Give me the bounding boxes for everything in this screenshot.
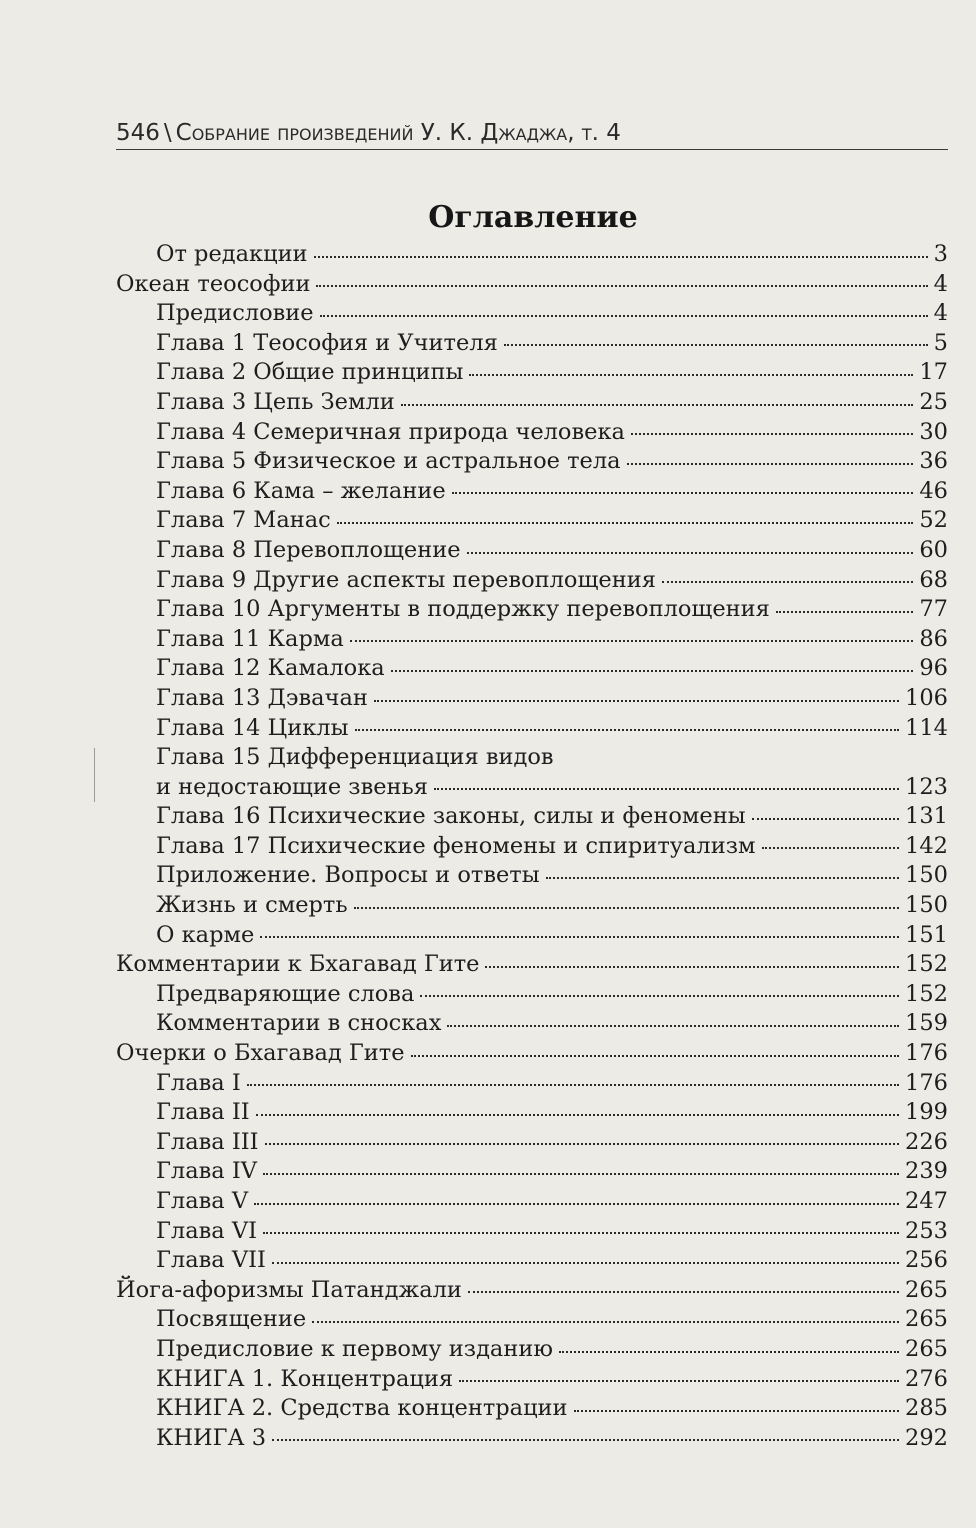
toc-entry-page: 265 [905, 1306, 948, 1333]
toc-entry-title: Глава 13 Дэвачан [156, 684, 368, 711]
toc-entry-title: Жизнь и смерть [156, 892, 348, 919]
toc-entry [116, 832, 948, 862]
toc-entry [116, 1217, 948, 1247]
toc-entry [116, 1128, 948, 1158]
toc-entry [116, 684, 948, 714]
toc-entry [116, 1187, 948, 1217]
running-head-text: Собрание произведений У. К. Джаджа, т. 4 [175, 120, 621, 146]
toc-entry [116, 595, 948, 625]
toc-entry-page: 46 [919, 477, 948, 504]
toc-entry-title: Глава II [156, 1099, 250, 1126]
toc-entry-title: Предисловие [156, 300, 314, 327]
toc-entry [116, 1246, 948, 1276]
dot-leader [374, 700, 899, 702]
dot-leader [337, 522, 914, 524]
toc-entry-title: Глава 15 Дифференциация видов [156, 744, 554, 771]
margin-pencil-mark [94, 748, 95, 802]
toc-entry-page: 86 [919, 625, 948, 652]
toc-entry [116, 654, 948, 684]
dot-leader [631, 433, 913, 435]
toc-entry-page: 239 [905, 1158, 948, 1185]
toc-entry [116, 1365, 948, 1395]
toc-entry [116, 566, 948, 596]
toc-entry-page: 131 [905, 803, 948, 830]
toc-entry-title: Предисловие к первому изданию [156, 1335, 553, 1362]
toc-entry-title: КНИГА 2. Средства концентрации [156, 1395, 568, 1422]
toc-entry-page: 96 [919, 655, 948, 682]
dot-leader [447, 1025, 899, 1027]
toc-entry [116, 773, 948, 803]
dot-leader [316, 285, 927, 287]
toc-entry-page: 30 [919, 418, 948, 445]
toc-entry [116, 477, 948, 507]
page-title: Оглавление [428, 200, 638, 235]
toc-entry-page: 176 [905, 1040, 948, 1067]
header-rule [116, 149, 948, 150]
toc-entry-page: 4 [933, 300, 948, 327]
dot-leader [314, 256, 928, 258]
running-head-separator: \ [163, 120, 172, 146]
toc-entry [116, 1039, 948, 1069]
toc-entry-page: 247 [905, 1188, 948, 1214]
toc-entry [116, 1335, 948, 1365]
dot-leader [434, 788, 899, 790]
dot-leader [420, 995, 899, 997]
toc-entry-page: 106 [905, 684, 948, 711]
toc-entry-page: 142 [905, 832, 948, 859]
toc-entry-title: Глава 1 Теософия и Учителя [156, 329, 498, 356]
dot-leader [459, 1380, 899, 1382]
toc-entry-page: 253 [905, 1217, 948, 1244]
dot-leader [312, 1321, 899, 1323]
toc-entry-title: Глава 10 Аргументы в поддержку перевоплощения [156, 596, 770, 623]
dot-leader [320, 315, 928, 317]
toc-entry [116, 299, 948, 329]
dot-leader [776, 611, 914, 613]
toc-entry [116, 1009, 948, 1039]
toc-entry [116, 891, 948, 921]
toc-entry-page: 151 [905, 921, 948, 948]
toc-entry-page: 60 [919, 536, 948, 563]
toc-entry-page: 114 [905, 714, 948, 741]
toc-entry-title: Глава 2 Общие принципы [156, 359, 464, 386]
toc-entry-title: Йога-афоризмы Патанджали [116, 1276, 462, 1303]
toc-entry-page: 150 [905, 862, 948, 889]
toc-entry [116, 625, 948, 655]
toc-entry-page: 36 [919, 448, 948, 475]
toc-entry-page: 199 [905, 1099, 948, 1126]
dot-leader [272, 1262, 899, 1264]
toc-entry-title: Глава 9 Другие аспекты перевоплощения [156, 566, 656, 593]
toc-entry-title: Глава 16 Психические законы, силы и феномены [156, 803, 746, 830]
toc-entry [116, 1424, 948, 1454]
toc-entry-title: О карме [156, 921, 255, 948]
dot-leader [260, 936, 899, 938]
running-head [116, 116, 621, 150]
dot-leader [662, 581, 913, 583]
toc-entry-title: Глава 4 Семеричная природа человека [156, 418, 625, 445]
dot-leader [559, 1351, 899, 1353]
dot-leader [247, 1084, 899, 1086]
toc-entry-title: Глава 11 Карма [156, 625, 344, 652]
toc-entry-title: Комментарии в сносках [156, 1010, 442, 1037]
toc-entry [116, 714, 948, 744]
toc-entry-page: 292 [905, 1424, 948, 1451]
toc-entry-page: 123 [905, 773, 948, 800]
toc-entry-title: Приложение. Вопросы и ответы [156, 862, 540, 889]
toc-entry [116, 447, 948, 477]
toc-entry-title: Очерки о Бхагавад Гите [116, 1040, 405, 1067]
toc-entry [116, 861, 948, 891]
dot-leader [263, 1173, 899, 1175]
dot-leader [574, 1410, 899, 1412]
toc-entry-page: 150 [905, 892, 948, 919]
toc-entry-page: 68 [919, 566, 948, 593]
dot-leader [504, 344, 928, 346]
dot-leader [468, 1291, 899, 1293]
dot-leader [752, 818, 899, 820]
toc-entry-title: Глава IV [156, 1158, 257, 1185]
toc-entry [116, 358, 948, 388]
dot-leader [355, 729, 900, 731]
dot-leader [265, 1143, 900, 1145]
toc-entry-page: 152 [905, 980, 948, 1007]
toc-entry-page: 159 [905, 1010, 948, 1037]
toc-entry-page: 176 [905, 1069, 948, 1096]
toc-entry [116, 240, 948, 270]
toc-entry [116, 418, 948, 448]
toc-entry-page: 285 [905, 1395, 948, 1422]
dot-leader [452, 492, 914, 494]
dot-leader [354, 907, 899, 909]
dot-leader [469, 374, 913, 376]
toc-entry-page: 5 [933, 329, 948, 356]
dot-leader [546, 877, 899, 879]
page-number: 546 [116, 120, 160, 146]
toc-entry [116, 802, 948, 832]
toc-entry-page: 226 [905, 1128, 948, 1155]
toc-entry-title: КНИГА 3 [156, 1424, 267, 1451]
toc-entry [116, 1157, 948, 1187]
dot-leader [411, 1055, 900, 1057]
toc-entry [116, 1394, 948, 1424]
toc-entry-page: 4 [933, 270, 948, 297]
toc-entry-page: 77 [919, 596, 948, 623]
toc-entry-title: Глава 6 Кама – желание [156, 477, 446, 504]
toc-entry [116, 1069, 948, 1099]
toc-entry-title: Глава 7 Манас [156, 507, 331, 534]
toc-entry-title: Посвящение [156, 1306, 307, 1333]
toc-entry [116, 536, 948, 566]
toc-entry-title: Глава 14 Циклы [156, 714, 349, 741]
toc-entry-title: Комментарии к Бхагавад Гите [116, 951, 480, 978]
toc-entry-title: Глава V [156, 1188, 249, 1214]
dot-leader [401, 404, 914, 406]
toc-entry-title: и недостающие звенья [156, 773, 428, 800]
toc-entry-page: 52 [919, 507, 948, 534]
toc-entry [116, 329, 948, 359]
dot-leader [263, 1232, 899, 1234]
toc-entry-title: Предваряющие слова [156, 980, 415, 1007]
dot-leader [254, 1203, 899, 1205]
toc-entry-title: Океан теософии [116, 270, 311, 297]
toc-entry [116, 950, 948, 980]
toc-entry-title: Глава 17 Психические феномены и спиритуализм [156, 832, 756, 859]
toc-entry [116, 743, 948, 773]
dot-leader [467, 552, 914, 554]
dot-leader [485, 966, 899, 968]
dot-leader [762, 847, 900, 849]
dot-leader [350, 640, 914, 642]
toc-entry-page: 17 [919, 359, 948, 386]
dot-leader [256, 1114, 899, 1116]
toc-entry [116, 506, 948, 536]
toc-entry [116, 921, 948, 951]
dot-leader [391, 670, 914, 672]
toc-entry [116, 388, 948, 418]
toc-entry-page: 3 [933, 241, 948, 267]
toc-entry-title: Глава 12 Камалока [156, 655, 385, 682]
toc-entry [116, 1276, 948, 1306]
toc-entry [116, 1098, 948, 1128]
toc-entry-title: Глава III [156, 1128, 259, 1155]
toc-entry [116, 1305, 948, 1335]
dot-leader [272, 1439, 899, 1441]
toc-entry-page: 265 [905, 1276, 948, 1303]
toc-entry-title: Глава I [156, 1069, 241, 1096]
toc-entry-title: Глава 3 Цепь Земли [156, 388, 395, 415]
toc-entry [116, 270, 948, 300]
dot-leader [627, 463, 914, 465]
toc-entry-title: КНИГА 1. Концентрация [156, 1365, 454, 1392]
toc-entry-page: 256 [905, 1247, 948, 1274]
table-of-contents [116, 240, 948, 1453]
toc-entry-page: 276 [905, 1365, 948, 1392]
toc-entry [116, 980, 948, 1010]
toc-entry-page: 265 [905, 1335, 948, 1362]
toc-entry-title: Глава 8 Перевоплощение [156, 536, 461, 563]
toc-entry-page: 25 [919, 388, 948, 415]
toc-entry-title: Глава VI [156, 1217, 257, 1244]
toc-entry-page: 152 [905, 951, 948, 978]
toc-entry-title: От редакции [156, 241, 308, 267]
toc-entry-title: Глава VII [156, 1247, 266, 1274]
toc-entry-title: Глава 5 Физическое и астральное тела [156, 448, 621, 475]
